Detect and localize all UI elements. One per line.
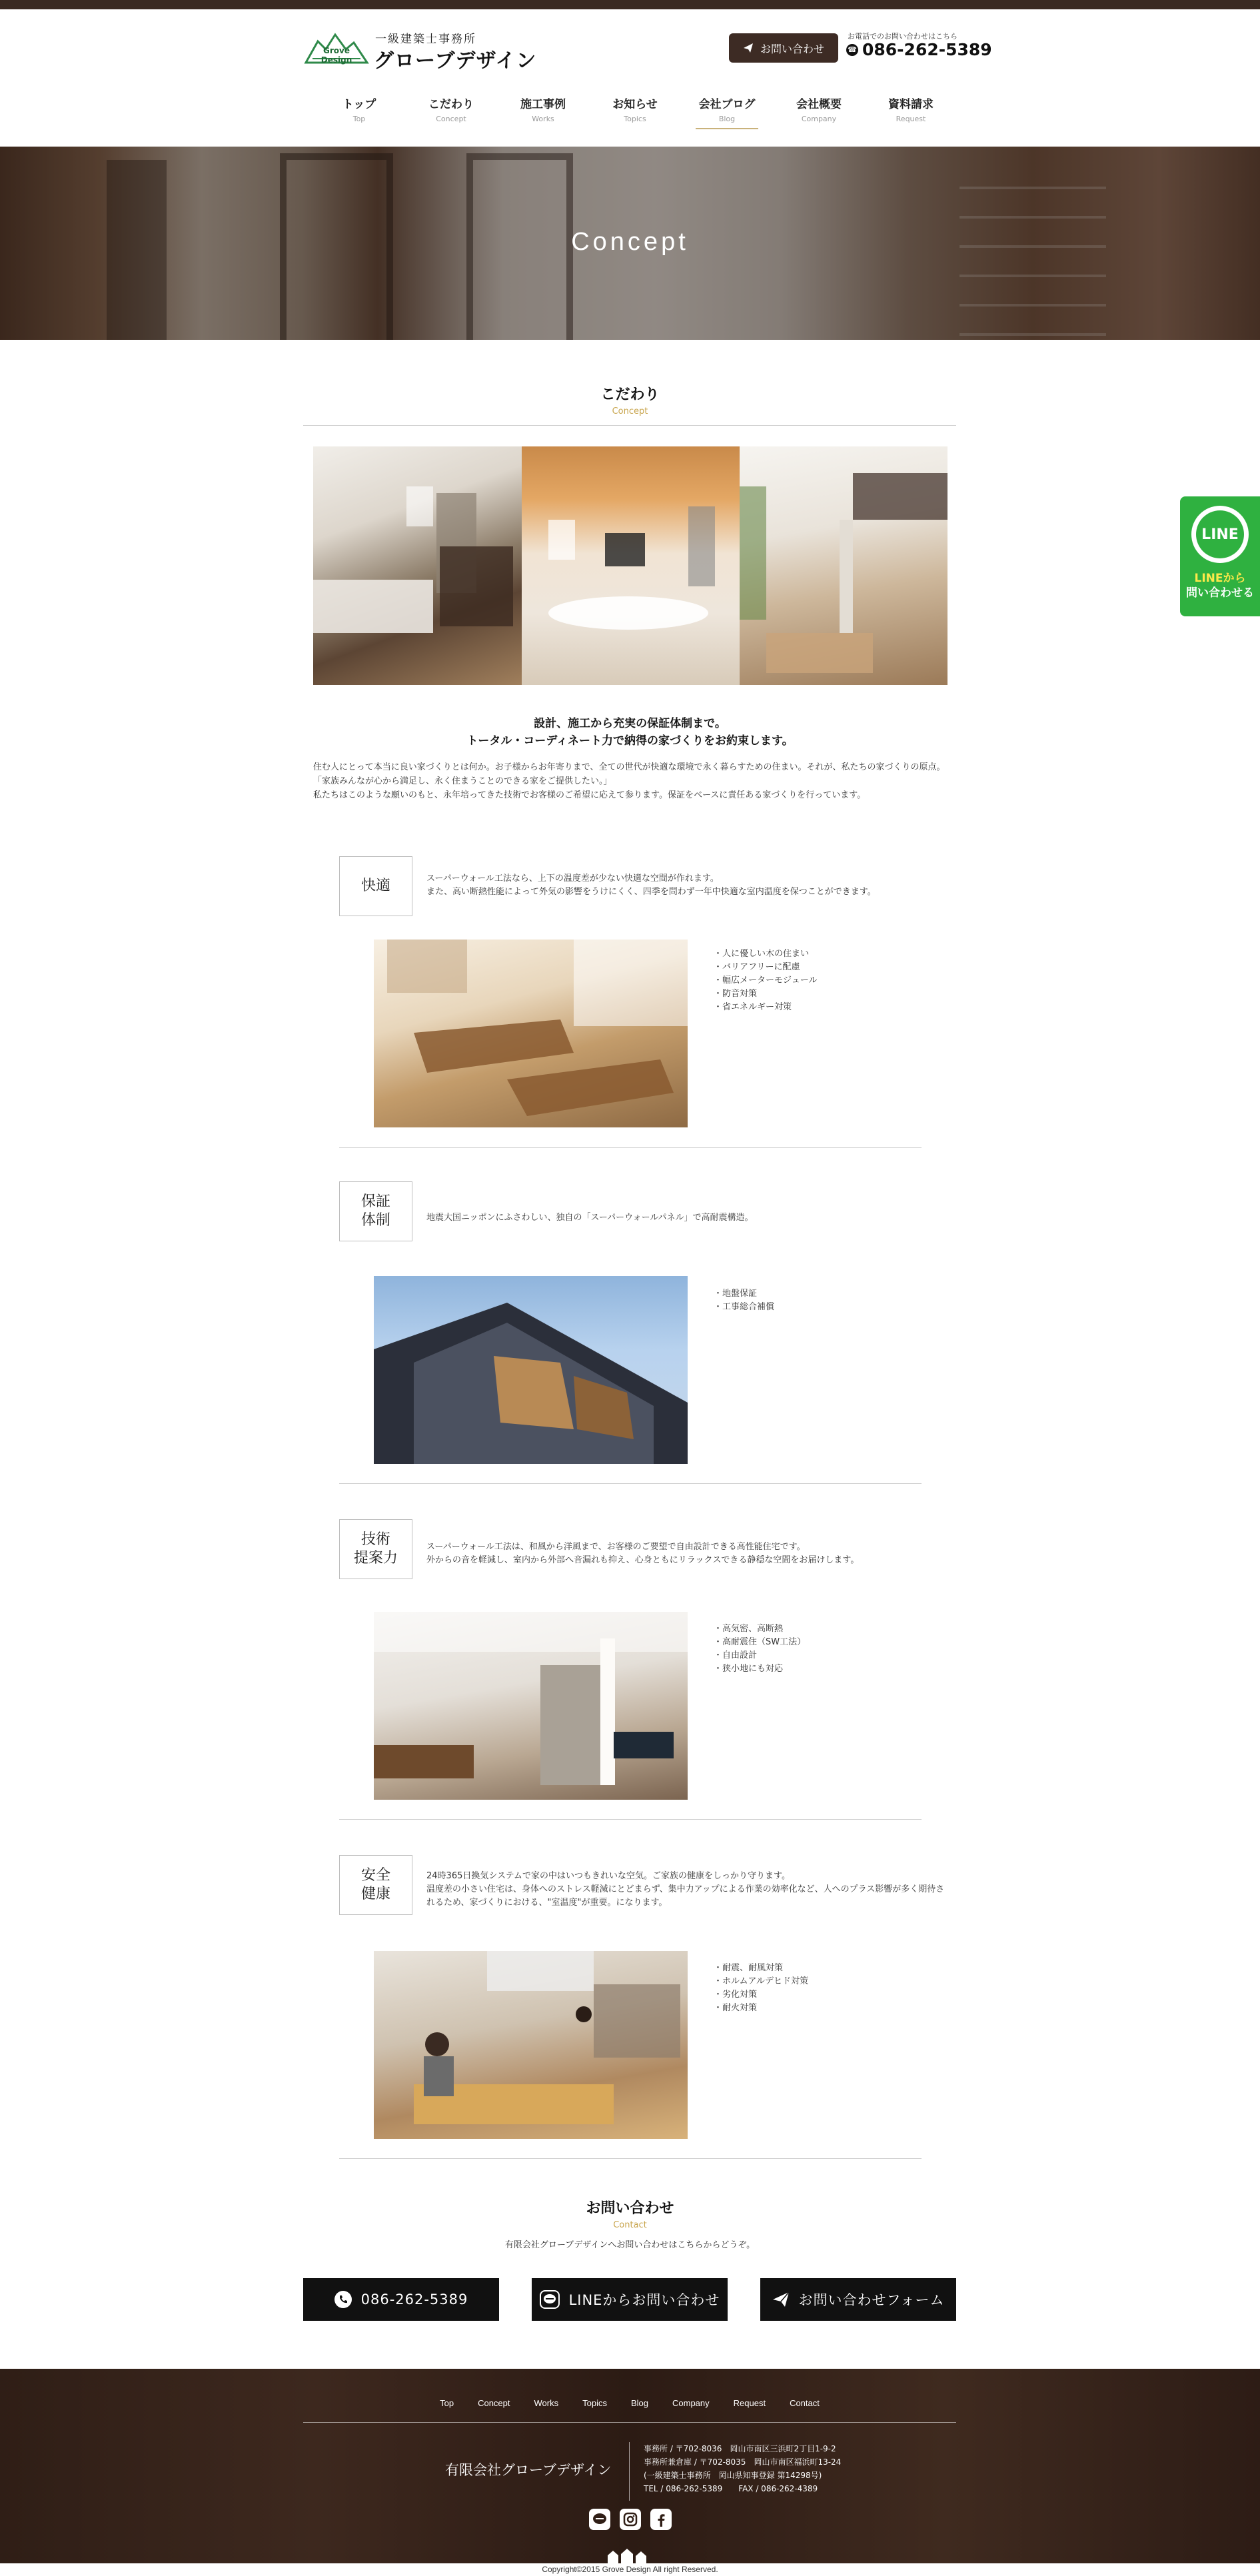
feature-title-line: 安全 — [360, 1867, 390, 1884]
nav-sublabel: Blog — [718, 115, 736, 123]
feature-list-comfort — [714, 948, 817, 1014]
footer-vertical-divider — [629, 2442, 630, 2501]
facebook-icon[interactable] — [650, 2509, 672, 2530]
site-footer — [0, 2369, 1260, 2576]
contact-phone-label: 086-262-5389 — [360, 2291, 468, 2307]
line-badge: LINE — [1196, 510, 1244, 558]
footer-nav — [303, 2398, 956, 2408]
feature-list-item: ・耐火対策 — [714, 2003, 758, 2013]
feature-list-item: ・狭小地にも対応 — [714, 1664, 784, 1674]
feature-title-line: 技術 — [360, 1531, 390, 1548]
feature-photo-dining — [374, 940, 688, 1127]
feature-title-line: 快適 — [360, 878, 390, 894]
global-nav — [313, 92, 959, 129]
intro-paragraph: 住む人にとって本当に良い家づくりとは何か。お子様からお年寄りまで、全ての世代が快適な環境で永く暮らすための住まい。それが、私たちの家づくりの原点。 — [313, 762, 945, 772]
concept-photo-living — [522, 446, 740, 685]
line-icon — [540, 2290, 560, 2309]
nav-sublabel: Topics — [624, 115, 646, 123]
nav-sublabel: Works — [532, 115, 554, 123]
feature-list-health — [714, 1962, 808, 2015]
line-float-label-2: 問い合わせる — [1186, 586, 1254, 600]
header-contact-button[interactable] — [729, 33, 838, 63]
feature-list-item: ・ホルムアルデヒド対策 — [714, 1976, 808, 1986]
intro-paragraph: 「家族みんなが心から満足し、永く住まうことのできる家をご提供したい。」 — [313, 776, 612, 786]
grove-design-logo-mark — [303, 29, 370, 68]
feature-list-item: ・防音対策 — [714, 989, 758, 999]
nav-item-works[interactable] — [497, 92, 589, 129]
section-subtitle: Concept — [612, 406, 648, 416]
feature-list-item: ・工事総合補償 — [714, 1302, 775, 1312]
feature-title-line: 提案力 — [353, 1550, 398, 1567]
feature-list-warranty — [714, 1287, 774, 1314]
paper-plane-icon — [743, 43, 754, 53]
phone-icon — [334, 2291, 352, 2308]
line-float-label — [1180, 571, 1260, 600]
intro-paragraph: 私たちはこのような願いのもと、永年培ってきた技術でお客様のご希望に応えて参ります。保証をベースに責任ある家づくりを行っています。 — [313, 790, 866, 800]
header-phone-number: 086-262-5389 — [862, 40, 992, 59]
line-float-label-1: LINEから — [1194, 572, 1246, 585]
feature-desc-line: 24時365日換気システムで家の中はいつもきれいな空気。ご家族の健康をしっかり守ります。 — [426, 1871, 791, 1881]
hero-banner — [0, 147, 1260, 340]
nav-sublabel: Concept — [436, 115, 466, 123]
footer-nav-works[interactable]: Works — [534, 2398, 559, 2408]
nav-label: 資料請求 — [888, 98, 934, 111]
concept-photo-hall — [740, 446, 947, 685]
paper-plane-icon — [772, 2291, 790, 2307]
footer-address-line: (一級建築士事務所 岡山県知事登録 第14298号) — [644, 2471, 822, 2480]
logo-name: グローブデザイン — [374, 49, 537, 73]
feature-list-item: ・自由設計 — [714, 1650, 758, 1660]
divider — [339, 1819, 922, 1820]
instagram-icon[interactable] — [620, 2509, 641, 2530]
feature-desc-line: 地震大国ニッポンにふさわしい、独自の「スーパーウォールパネル」で高耐震構造。 — [426, 1213, 754, 1223]
nav-item-request[interactable] — [865, 92, 957, 129]
footer-divider — [303, 2422, 956, 2423]
feature-list-item: ・高耐震住（SW工法） — [714, 1637, 806, 1647]
feature-list-item: ・人に優しい木の住まい — [714, 949, 810, 959]
feature-desc-line: また、高い断熱性能によって外気の影響をうけにくく、四季を問わず一年中快適な室内温度を保つことができます。 — [426, 887, 876, 897]
feature-title-comfort — [339, 856, 412, 916]
divider — [339, 1483, 922, 1484]
line-contact-float-button[interactable] — [1180, 496, 1260, 616]
site-logo[interactable] — [303, 28, 543, 73]
feature-desc-line: 外からの音を軽減し、室内から外部へ音漏れも抑え、心身ともにリラックスできる静穏な空間をお届けします。 — [426, 1555, 860, 1565]
feature-desc-warranty — [426, 1211, 946, 1225]
footer-nav-request[interactable]: Request — [733, 2398, 766, 2408]
contact-line-button[interactable] — [532, 2278, 728, 2321]
feature-list-item: ・バリアフリーに配慮 — [714, 962, 800, 972]
top-accent-bar — [0, 0, 1260, 9]
nav-label: こだわり — [428, 98, 474, 111]
feature-title-text — [354, 1531, 398, 1568]
nav-item-top[interactable] — [313, 92, 405, 129]
section-title: お問い合わせ — [586, 2200, 674, 2217]
contact-form-button[interactable] — [760, 2278, 956, 2321]
nav-item-topics[interactable] — [589, 92, 681, 129]
line-icon[interactable] — [589, 2509, 610, 2530]
feature-title-line: 保証 — [360, 1193, 390, 1210]
feature-list-item: ・省エネルギー対策 — [714, 1002, 792, 1012]
feature-title-text — [361, 1866, 390, 1904]
feature-desc-technology — [426, 1541, 946, 1567]
nav-item-blog[interactable] — [681, 92, 773, 129]
feature-title-line: 健康 — [360, 1886, 390, 1902]
footer-social-links — [0, 2509, 1260, 2530]
contact-phone-button[interactable] — [303, 2278, 499, 2321]
line-icon — [1191, 506, 1249, 563]
footer-address-line: 事務所 / 〒702-8036 岡山市南区三浜町2丁目1-9-2 — [644, 2444, 836, 2453]
concept-photo-kitchen — [313, 446, 522, 685]
feature-photo-family-kitchen — [374, 1951, 688, 2139]
feature-title-text — [361, 1193, 390, 1230]
nav-sublabel: Company — [801, 115, 837, 123]
footer-address-line: TEL / 086-262-5389 FAX / 086-262-4389 — [644, 2484, 818, 2493]
feature-title-health — [339, 1855, 412, 1915]
svg-text:Grove: Grove — [323, 46, 350, 55]
concept-heading — [0, 383, 1260, 416]
footer-nav-concept[interactable]: Concept — [478, 2398, 510, 2408]
feature-title-line: 体制 — [360, 1212, 390, 1229]
nav-sublabel: Request — [896, 115, 926, 123]
concept-intro — [313, 760, 953, 802]
divider — [339, 2158, 922, 2159]
nav-label: 会社ブログ — [698, 98, 756, 111]
contact-form-label: お問い合わせフォーム — [798, 2292, 945, 2308]
footer-company-name: 有限会社グローブデザイン — [445, 2462, 612, 2478]
contact-line-label: LINEからお問い合わせ — [568, 2292, 720, 2308]
divider — [339, 1147, 922, 1148]
concept-lead-line-2: トータル・コーディネート力で納得の家づくりをお約束します。 — [466, 734, 794, 748]
feature-list-technology — [714, 1622, 806, 1676]
feature-desc-line: スーパーウォール工法は、和風から洋風まで、お客様のご要望で自由設計できる高性能住宅です。 — [426, 1542, 806, 1552]
feature-photo-house-exterior — [374, 1276, 688, 1464]
footer-nav-blog[interactable]: Blog — [630, 2398, 648, 2408]
footer-nav-topics[interactable]: Topics — [582, 2398, 607, 2408]
header-contact-label: お問い合わせ — [760, 42, 824, 55]
hero-title: Concept — [571, 228, 689, 256]
feature-title-technology — [339, 1519, 412, 1579]
phone-icon: ☎ — [846, 44, 858, 56]
feature-list-item: ・地盤保証 — [714, 1289, 758, 1299]
header-phone-note: お電話でのお問い合わせはこちら — [848, 32, 957, 41]
footer-nav-contact[interactable]: Contact — [790, 2398, 820, 2408]
feature-list-item: ・劣化対策 — [714, 1990, 758, 2000]
feature-desc-comfort — [426, 872, 946, 899]
feature-desc-line: スーパーウォール工法なら、上下の温度差が少ない快適な空間が作れます。 — [426, 874, 719, 884]
nav-label: 施工事例 — [520, 98, 566, 111]
nav-label: 会社概要 — [796, 98, 842, 111]
contact-note: 有限会社グローブデザインへお問い合わせはこちらからどうぞ。 — [504, 2240, 756, 2250]
section-title: こだわり — [600, 386, 660, 403]
header-phone-link[interactable] — [846, 40, 992, 59]
divider — [303, 425, 956, 426]
feature-list-item: ・幅広メーターモジュール — [714, 975, 818, 985]
feature-list-item: ・耐震、耐風対策 — [714, 1963, 784, 1973]
feature-desc-line: 温度差の小さい住宅は、身体へのストレス軽減にとどまらず、集中力アップによる作業の効率化など、人へのプラス影響が多く期待されるため、家づくりにおける、"室温度"が重要。になります。 — [426, 1884, 945, 1908]
nav-label: お知らせ — [612, 98, 658, 111]
svg-text:Design: Design — [320, 55, 352, 65]
footer-nav-top[interactable]: Top — [440, 2398, 454, 2408]
feature-title-warranty — [339, 1181, 412, 1241]
nav-item-concept[interactable] — [405, 92, 497, 129]
footer-address-line: 事務所兼倉庫 / 〒702-8035 岡山市南区福浜町13-24 — [644, 2457, 842, 2467]
section-subtitle: Contact — [613, 2220, 647, 2230]
nav-label: トップ — [342, 98, 376, 111]
logo-subtitle: 一級建築士事務所 — [375, 33, 476, 46]
houses-illustration-icon — [608, 2549, 654, 2563]
feature-desc-health — [426, 1870, 946, 1910]
feature-photo-interior — [374, 1612, 688, 1800]
concept-lead-line-1: 設計、施工から充実の保証体制まで。 — [534, 717, 726, 730]
nav-sublabel: Top — [352, 115, 366, 123]
footer-nav-company[interactable]: Company — [672, 2398, 710, 2408]
nav-item-company[interactable] — [773, 92, 865, 129]
contact-heading — [0, 2197, 1260, 2230]
copyright: Copyright©2015 Grove Design All right Reserved. — [0, 2563, 1260, 2576]
feature-list-item: ・高気密、高断熱 — [714, 1624, 784, 1634]
footer-address — [644, 2442, 841, 2495]
